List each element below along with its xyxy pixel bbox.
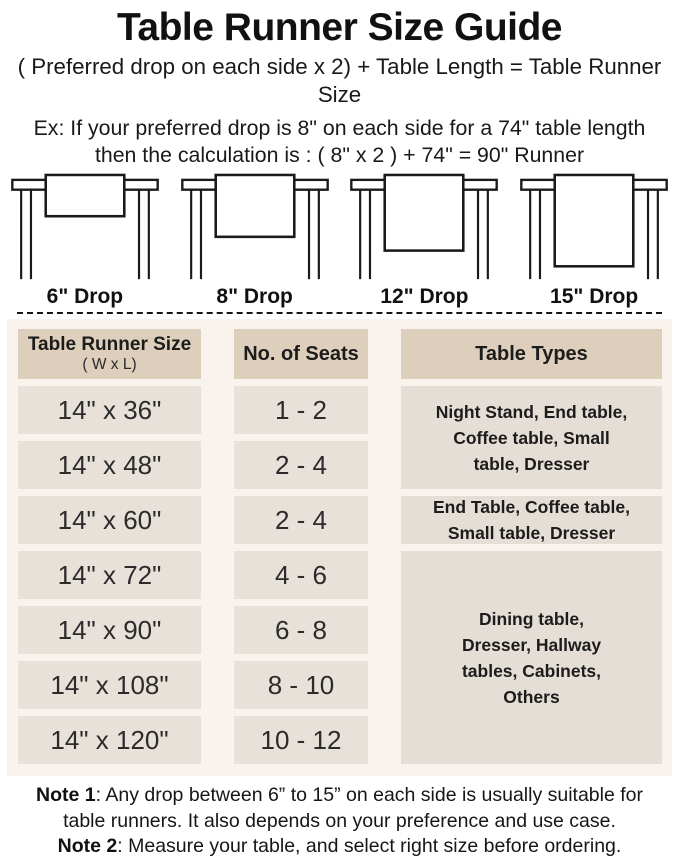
- size-cell: 14" x 48": [18, 441, 201, 489]
- header-runner-size-sub: ( W x L): [82, 356, 137, 373]
- size-guide-page: [0, 5, 679, 857]
- header-seats-label: No. of Seats: [243, 342, 359, 365]
- drop-illustration-8: [170, 173, 340, 309]
- size-cell: 14" x 108": [18, 661, 201, 709]
- table-types-line: Dining table,: [479, 608, 584, 629]
- seats-cell: 10 - 12: [234, 716, 368, 764]
- seats-cell: 2 - 4: [234, 441, 368, 489]
- table-types-cell-small: [401, 386, 662, 489]
- table-runner-diagram-icon: [0, 173, 170, 283]
- note-2-label: Note 2: [57, 835, 118, 857]
- seats-cell: 6 - 8: [234, 606, 368, 654]
- size-cell: 14" x 120": [18, 716, 201, 764]
- header-runner-size-label: Table Runner Size: [27, 334, 192, 355]
- header-runner-size: [18, 329, 201, 379]
- note-1-line-2: table runners. It also depends on your preference and use case.: [63, 809, 616, 832]
- formula-text: ( Preferred drop on each side x 2) + Table Length = Table Runner Size: [17, 54, 662, 107]
- drop-illustration-6: [0, 173, 170, 309]
- table-types-cell-medium: [401, 496, 662, 544]
- seats-cell: 1 - 2: [234, 386, 368, 434]
- runner-shape: [385, 175, 464, 251]
- note-1-line-1: Note 1: Any drop between 6” to 15” on each side is usually suitable for: [35, 784, 644, 806]
- header-seats: [234, 329, 368, 379]
- drop-label: 8" Drop: [216, 285, 293, 308]
- runner-shape: [215, 175, 294, 237]
- page-title: Table Runner Size Guide: [116, 6, 563, 49]
- note-2-line: Note 2: Measure your table, and select right size before ordering.: [57, 835, 622, 857]
- runner-shape: [555, 175, 634, 266]
- table-runner-diagram-icon: [339, 173, 509, 283]
- table-types-line: Others: [503, 686, 560, 707]
- size-cell: 14" x 36": [18, 386, 201, 434]
- table-types-line: End Table, Coffee table,: [432, 497, 631, 517]
- drop-illustrations: [0, 173, 679, 309]
- drop-label: 12" Drop: [380, 285, 469, 308]
- runner-shape: [46, 175, 125, 216]
- example-line-2: then the calculation is : ( 8" x 2 ) + 74" = 90" Runner: [94, 143, 585, 167]
- table-types-line: Coffee table, Small: [453, 427, 610, 448]
- header-table-types-label: Table Types: [475, 342, 588, 365]
- table-runner-diagram-icon: [170, 173, 340, 283]
- drop-illustration-12: [340, 173, 510, 309]
- header-table-types: [401, 329, 662, 379]
- size-table: [7, 319, 672, 776]
- size-cell: 14" x 72": [18, 551, 201, 599]
- drop-label: 15" Drop: [550, 285, 639, 308]
- notes: [0, 783, 679, 860]
- size-cell: 14" x 90": [18, 606, 201, 654]
- seats-cell: 2 - 4: [234, 496, 368, 544]
- dashed-divider: [17, 312, 662, 314]
- note-1-label: Note 1: [35, 784, 96, 806]
- table-runner-diagram-icon: [509, 173, 679, 283]
- table-types-line: Dresser, Hallway: [461, 634, 602, 655]
- drop-label: 6" Drop: [46, 285, 124, 308]
- table-types-line: tables, Cabinets,: [461, 660, 602, 681]
- table-types-line: Small table, Dresser: [447, 523, 616, 543]
- seats-cell: 4 - 6: [234, 551, 368, 599]
- drop-illustration-15: [509, 173, 679, 309]
- example-line-1: Ex: If your preferred drop is 8" on each side for a 74" table length: [33, 116, 646, 140]
- table-types-line: table, Dresser: [473, 453, 590, 474]
- seats-cell: 8 - 10: [234, 661, 368, 709]
- size-cell: 14" x 60": [18, 496, 201, 544]
- table-types-cell-large: [401, 551, 662, 764]
- table-types-line: Night Stand, End table,: [435, 401, 628, 422]
